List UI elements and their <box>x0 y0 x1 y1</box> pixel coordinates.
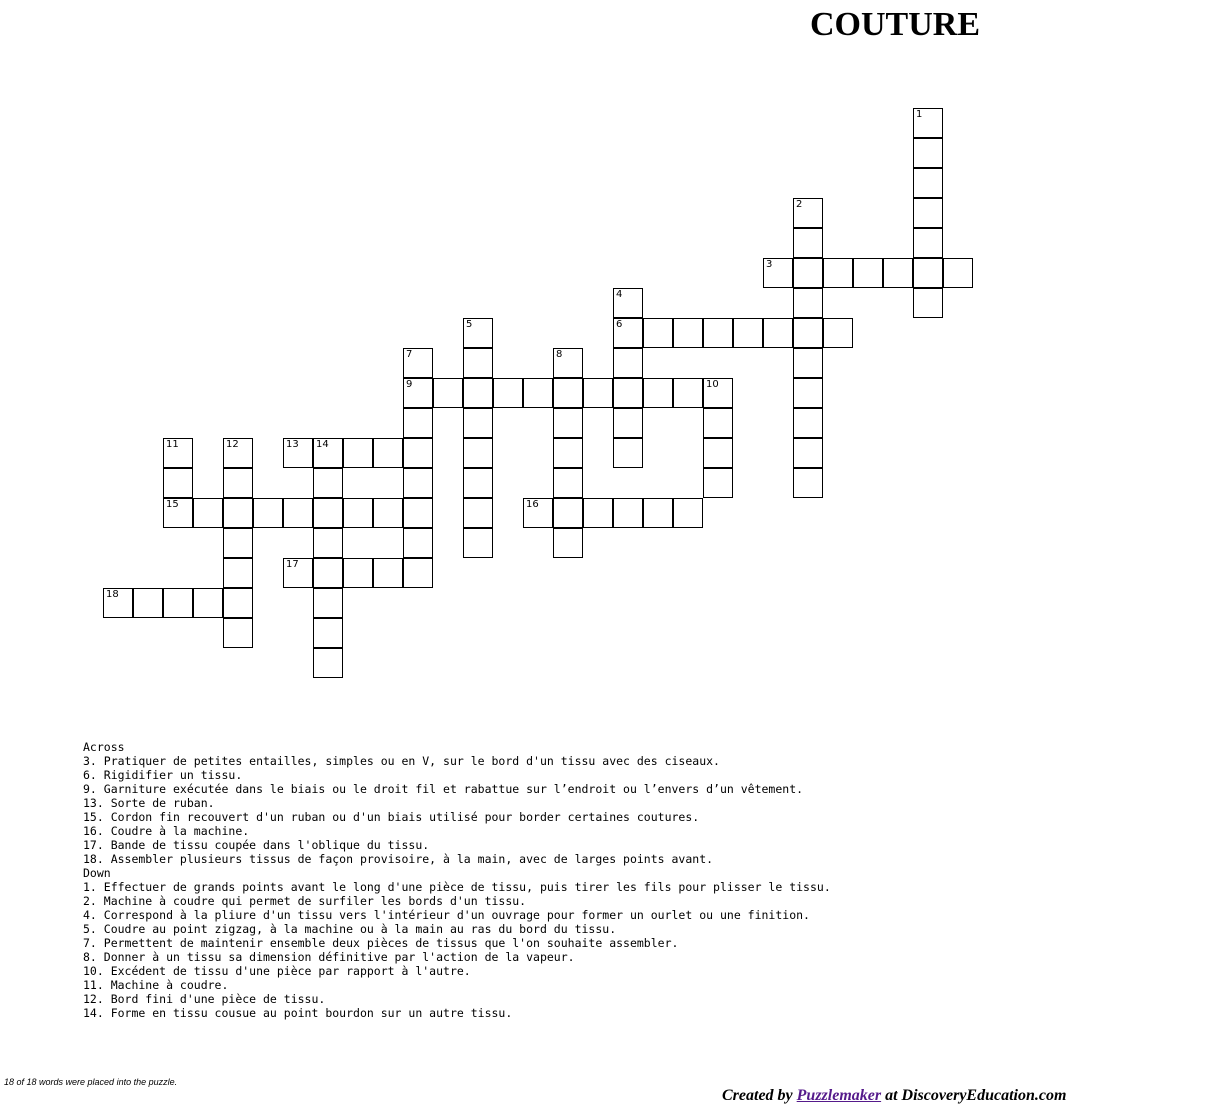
grid-cell[interactable] <box>463 438 493 468</box>
grid-cell[interactable] <box>613 498 643 528</box>
grid-cell[interactable] <box>673 378 703 408</box>
down-clue-list <box>83 880 1203 1020</box>
credit-line <box>722 1087 1066 1105</box>
grid-cell[interactable] <box>703 468 733 498</box>
grid-cell[interactable] <box>703 438 733 468</box>
cell-number: 15 <box>166 499 179 510</box>
grid-cell[interactable] <box>823 258 853 288</box>
credit-prefix: Created by <box>722 1087 797 1104</box>
grid-cell[interactable] <box>313 558 343 588</box>
grid-cell[interactable] <box>283 558 313 588</box>
grid-cell[interactable] <box>553 348 583 378</box>
grid-cell[interactable] <box>703 318 733 348</box>
grid-cell[interactable] <box>853 258 883 288</box>
down-clue: 8. Donner à un tissu sa dimension définitive par l'action de la vapeur. <box>83 950 575 964</box>
status-text: 18 of 18 words were placed into the puzzle. <box>4 1077 178 1087</box>
grid-cell[interactable] <box>163 468 193 498</box>
down-clue: 5. Coudre au point zigzag, à la machine ou à la main au ras du bord du tissu. <box>83 922 617 936</box>
grid-cell[interactable] <box>373 438 403 468</box>
grid-cell[interactable] <box>343 558 373 588</box>
grid-cell[interactable] <box>793 228 823 258</box>
across-clue: 9. Garniture exécutée dans le biais ou le droit fil et rabattue sur l’endroit ou l’envers d’un vêtement. <box>83 782 804 796</box>
grid-cell[interactable] <box>223 468 253 498</box>
grid-cell[interactable] <box>433 378 463 408</box>
across-clue: 17. Bande de tissu coupée dans l'oblique du tissu. <box>83 838 430 852</box>
across-clue: 3. Pratiquer de petites entailles, simples ou en V, sur le bord d'un tissu avec des ciseaux. <box>83 754 720 768</box>
grid-cell[interactable] <box>193 588 223 618</box>
grid-cell[interactable] <box>313 648 343 678</box>
grid-cell[interactable] <box>313 588 343 618</box>
across-clue: 13. Sorte de ruban. <box>83 796 215 810</box>
credit-suffix: at DiscoveryEducation.com <box>881 1087 1067 1104</box>
across-clue: 18. Assembler plusieurs tissus de façon provisoire, à la main, avec de larges points avant. <box>83 852 714 866</box>
down-clue: 2. Machine à coudre qui permet de surfiler les bords d'un tissu. <box>83 894 527 908</box>
across-clue-list <box>83 754 1203 866</box>
grid-cell[interactable] <box>613 408 643 438</box>
grid-cell[interactable] <box>943 258 973 288</box>
cell-number: 2 <box>796 199 803 210</box>
grid-cell[interactable] <box>133 588 163 618</box>
grid-cell[interactable] <box>613 378 643 408</box>
grid-cell[interactable] <box>793 288 823 318</box>
puzzlemaker-link[interactable]: Puzzlemaker <box>796 1087 882 1104</box>
grid-cell[interactable] <box>583 498 613 528</box>
grid-cell[interactable] <box>763 258 793 288</box>
grid-cell[interactable] <box>913 198 943 228</box>
grid-cell[interactable] <box>463 468 493 498</box>
grid-cell[interactable] <box>793 318 823 348</box>
grid-cell[interactable] <box>403 408 433 438</box>
grid-cell[interactable] <box>223 618 253 648</box>
grid-cell[interactable] <box>793 198 823 228</box>
grid-cell[interactable] <box>373 498 403 528</box>
grid-cell[interactable] <box>313 528 343 558</box>
grid-cell[interactable] <box>463 408 493 438</box>
grid-cell[interactable] <box>703 378 733 408</box>
grid-cell[interactable] <box>793 468 823 498</box>
grid-cell[interactable] <box>253 498 283 528</box>
grid-cell[interactable] <box>163 498 193 528</box>
cell-number: 4 <box>616 289 623 300</box>
grid-cell[interactable] <box>493 378 523 408</box>
cell-number: 7 <box>406 349 413 360</box>
grid-cell[interactable] <box>793 438 823 468</box>
across-clue: 15. Cordon fin recouvert d'un ruban ou d'un biais utilisé pour border certaines coutures. <box>83 810 700 824</box>
cell-number: 18 <box>106 589 119 600</box>
grid-cell[interactable] <box>553 378 583 408</box>
cell-number: 11 <box>166 439 179 450</box>
down-clue: 7. Permettent de maintenir ensemble deux pièces de tissus que l'on souhaite assembler. <box>83 936 679 950</box>
grid-cell[interactable] <box>403 378 433 408</box>
cell-number: 1 <box>916 109 923 120</box>
down-clue: 14. Forme en tissu cousue au point bourdon sur un autre tissu. <box>83 1006 513 1020</box>
grid-cell[interactable] <box>553 408 583 438</box>
grid-cell[interactable] <box>523 498 553 528</box>
grid-cell[interactable] <box>763 318 793 348</box>
grid-cell[interactable] <box>823 318 853 348</box>
across-heading: Across <box>83 740 125 754</box>
cell-number: 3 <box>766 259 773 270</box>
cell-number: 16 <box>526 499 539 510</box>
grid-cell[interactable] <box>643 498 673 528</box>
cell-number: 10 <box>706 379 719 390</box>
grid-cell[interactable] <box>913 258 943 288</box>
grid-cell[interactable] <box>163 588 193 618</box>
grid-cell[interactable] <box>223 588 253 618</box>
down-clue: 1. Effectuer de grands points avant le long d'une pièce de tissu, puis tirer les fils pour plisser le tissu. <box>83 880 831 894</box>
grid-cell[interactable] <box>403 468 433 498</box>
clues-section <box>83 740 1203 1020</box>
grid-cell[interactable] <box>163 438 193 468</box>
grid-cell[interactable] <box>553 528 583 558</box>
grid-cell[interactable] <box>913 228 943 258</box>
grid-cell[interactable] <box>643 318 673 348</box>
grid-cell[interactable] <box>793 378 823 408</box>
cell-number: 17 <box>286 559 299 570</box>
down-clue: 11. Machine à coudre. <box>83 978 229 992</box>
cell-number: 9 <box>406 379 413 390</box>
grid-cell[interactable] <box>343 438 373 468</box>
grid-cell[interactable] <box>223 498 253 528</box>
grid-cell[interactable] <box>553 498 583 528</box>
grid-cell[interactable] <box>283 498 313 528</box>
grid-cell[interactable] <box>913 108 943 138</box>
cell-number: 14 <box>316 439 329 450</box>
grid-cell[interactable] <box>313 618 343 648</box>
grid-cell[interactable] <box>223 558 253 588</box>
grid-cell[interactable] <box>313 468 343 498</box>
grid-cell[interactable] <box>403 348 433 378</box>
grid-cell[interactable] <box>643 378 673 408</box>
grid-cell[interactable] <box>673 318 703 348</box>
grid-cell[interactable] <box>793 258 823 288</box>
grid-cell[interactable] <box>793 408 823 438</box>
puzzle-title: COUTURE <box>809 6 981 43</box>
grid-cell[interactable] <box>553 438 583 468</box>
grid-cell[interactable] <box>733 318 763 348</box>
grid-cell[interactable] <box>283 438 313 468</box>
grid-cell[interactable] <box>553 468 583 498</box>
grid-cell[interactable] <box>583 378 613 408</box>
grid-cell[interactable] <box>523 378 553 408</box>
grid-cell[interactable] <box>913 168 943 198</box>
grid-cell[interactable] <box>613 348 643 378</box>
grid-cell[interactable] <box>613 438 643 468</box>
grid-cell[interactable] <box>373 558 403 588</box>
cell-number: 6 <box>616 319 623 330</box>
grid-cell[interactable] <box>463 378 493 408</box>
grid-cell[interactable] <box>613 318 643 348</box>
grid-cell[interactable] <box>103 588 133 618</box>
grid-cell[interactable] <box>403 528 433 558</box>
across-clue: 6. Rigidifier un tissu. <box>83 768 243 782</box>
down-clue: 10. Excédent de tissu d'une pièce par rapport à l'autre. <box>83 964 471 978</box>
grid-cell[interactable] <box>463 348 493 378</box>
grid-cell[interactable] <box>883 258 913 288</box>
cell-number: 13 <box>286 439 299 450</box>
grid-cell[interactable] <box>613 288 643 318</box>
cell-number: 5 <box>466 319 473 330</box>
down-heading: Down <box>83 866 111 880</box>
grid-cell[interactable] <box>313 498 343 528</box>
grid-cell[interactable] <box>313 438 343 468</box>
across-clue: 16. Coudre à la machine. <box>83 824 250 838</box>
grid-cell[interactable] <box>463 318 493 348</box>
grid-cell[interactable] <box>403 558 433 588</box>
grid-cell[interactable] <box>343 498 373 528</box>
grid-cell[interactable] <box>223 528 253 558</box>
grid-cell[interactable] <box>793 348 823 378</box>
grid-cell[interactable] <box>403 498 433 528</box>
grid-cell[interactable] <box>463 498 493 528</box>
grid-cell[interactable] <box>193 498 223 528</box>
grid-cell[interactable] <box>913 138 943 168</box>
cell-number: 8 <box>556 349 563 360</box>
grid-cell[interactable] <box>463 528 493 558</box>
grid-cell[interactable] <box>913 288 943 318</box>
down-clue: 12. Bord fini d'une pièce de tissu. <box>83 992 326 1006</box>
grid-cell[interactable] <box>673 498 703 528</box>
cell-number: 12 <box>226 439 239 450</box>
grid-cell[interactable] <box>703 408 733 438</box>
grid-cell[interactable] <box>223 438 253 468</box>
down-clue: 4. Correspond à la pliure d'un tissu vers l'intérieur d'un ouvrage pour former un ourlet ou une finition. <box>83 908 810 922</box>
grid-cell[interactable] <box>403 438 433 468</box>
